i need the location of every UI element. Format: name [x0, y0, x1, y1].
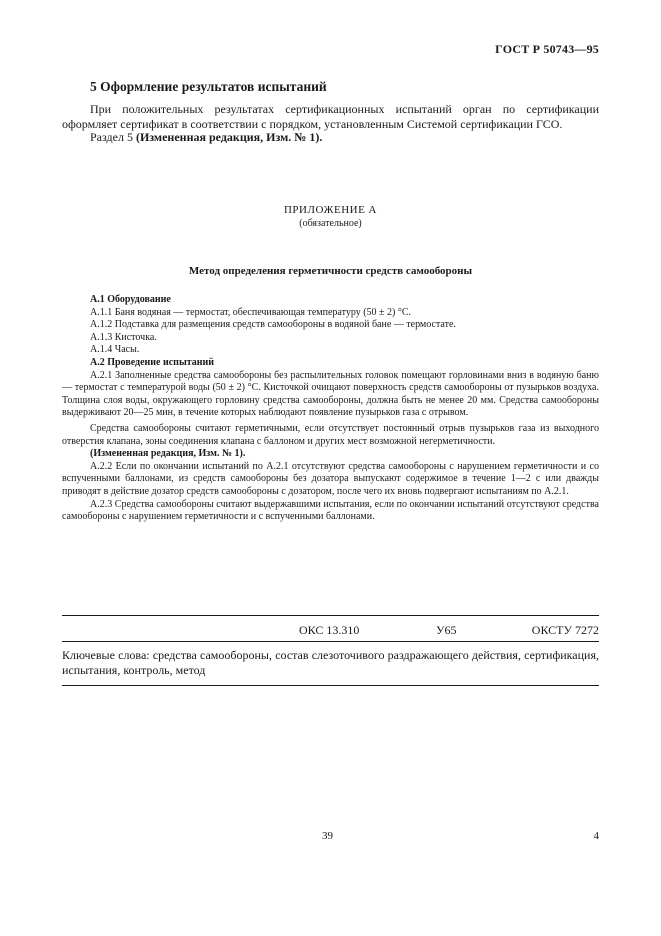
okstu-code: ОКСТУ 7272 [531, 623, 599, 637]
a1-item: А.1.1 Баня водяная — термостат, обеспечивающая температуру (50 ± 2) °С. [90, 306, 412, 318]
keywords: Ключевые слова: средства самообороны, состав слезоточивого раздражающего действия, сертификация, испытания, контроль, метод [62, 648, 599, 677]
standard-number: ГОСТ Р 50743—95 [495, 42, 599, 56]
oks-code: ОКС 13.310 [299, 623, 360, 637]
appendix-sublabel: (обязательное) [299, 218, 362, 229]
section-ref-text: Раздел 5 [90, 130, 136, 144]
a1-item: А.1.3 Кисточка. [90, 331, 157, 343]
a2-2-paragraph: А.2.2 Если по окончании испытаний по А.2.1 отсутствуют средства самообороны с нарушением герметичности и со вспученными баллонами, из средств самообороны без дозатора выпускают содержимое в течение 1—2 с или дважды приводят в действие дозатор средств самообороны с дозатором, после чего их вновь подвергают испытаниям по А.2.1. [62, 460, 599, 497]
section-ref-bold: (Измененная редакция, Изм. № 1). [135, 130, 323, 144]
a2-1b-paragraph: Средства самообороны считают герметичными, если отсутствует постоянный отрыв пузырьков газа из выходного отверстия клапана, зоны соединения клапана с баллоном и других мест возможной негерметичности. [62, 422, 599, 447]
a1-item: А.1.2 Подставка для размещения средств самообороны в водяной бане — термостате. [90, 319, 456, 331]
appendix-content [62, 294, 599, 524]
a1-heading: А.1 Оборудование [90, 294, 171, 305]
appendix-title: Метод определения герметичности средств самообороны [188, 265, 473, 277]
a2-3-paragraph: А.2.3 Средства самообороны считают выдержавшими испытания, если по окончании испытаний отсутствуют средства самообороны с нарушением герметичности и с вспученными баллонами. [62, 498, 599, 523]
u-code: У65 [436, 623, 457, 637]
sheet-number: 4 [593, 830, 599, 842]
page-number: 39 [322, 830, 333, 842]
section-body: При положительных результатах сертификационных испытаний орган по сертификации оформляет сертификат в соответствии с порядком, установленным Системой сертификации ГСО. [62, 102, 599, 131]
a1-item: А.1.4 Часы. [90, 344, 140, 356]
appendix-label: ПРИЛОЖЕНИЕ А [283, 204, 377, 216]
a2-heading: А.2 Проведение испытаний [90, 356, 215, 368]
a2-amendment: (Измененная редакция, Изм. № 1). [90, 448, 246, 460]
section-amendment [90, 130, 322, 145]
middle-rule [62, 641, 599, 642]
top-rule [62, 615, 599, 616]
bottom-rule [62, 685, 599, 686]
a2-1-paragraph: А.2.1 Заполненные средства самообороны без распылительных головок помещают горловинами вниз в водяную баню — термостат с температурой воды (50 ± 2) °С. Кисточкой очищают поверхность средств самообороны от пузырьков воздуха. Толщина слоя воды, окружающего горловину средства самообороны, должна быть не менее 20 мм. Средства самообороны выдерживают 20—25 мин, в течение которых наблюдают появление пузырьков газа с отрывом. [62, 369, 599, 419]
section-title: 5 Оформление результатов испытаний [90, 79, 327, 94]
